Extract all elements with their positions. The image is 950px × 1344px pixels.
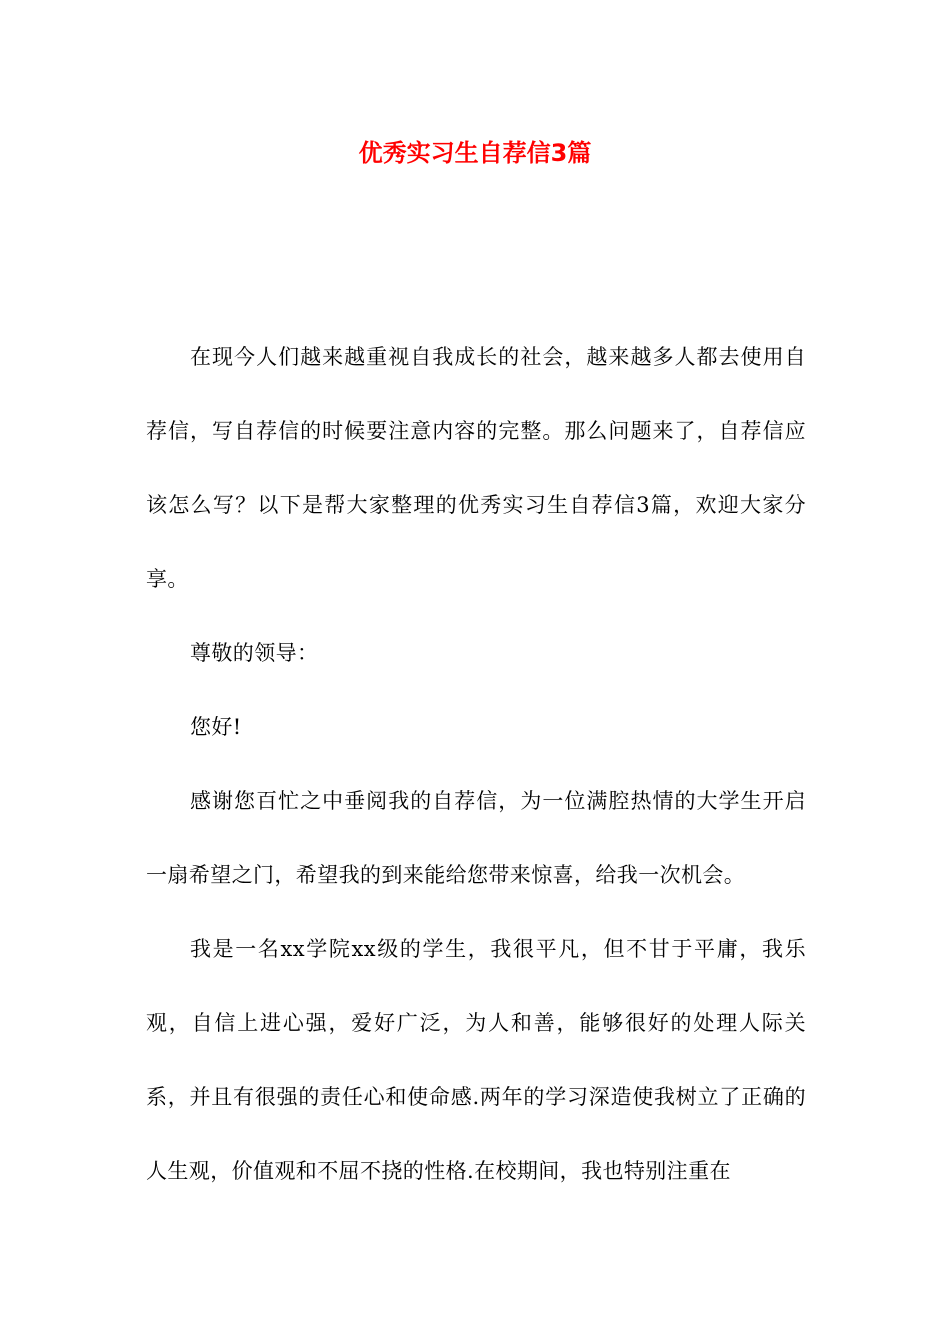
document-title: 优秀实习生自荐信3篇 xyxy=(358,139,592,167)
document-body xyxy=(146,320,806,1208)
paragraph-self-introduction: 我是一名xx学院xx级的学生，我很平凡，但不甘于平庸，我乐观，自信上进心强，爱好广泛，为人和善，能够很好的处理人际关系，并且有很强的责任心和使命感.两年的学习深造使我树立了正确的人生观，价值观和不屈不挠的性格.在校期间，我也特别注重在 xyxy=(146,937,806,1183)
paragraph-intro: 在现今人们越来越重视自我成长的社会，越来越多人都去使用自荐信，写自荐信的时候要注意内容的完整。那么问题来了，自荐信应该怎么写？以下是帮大家整理的优秀实习生自荐信3篇，欢迎大家分享。 xyxy=(146,345,806,591)
paragraph-thanks: 感谢您百忙之中垂阅我的自荐信，为一位满腔热情的大学生开启一扇希望之门，希望我的到来能给您带来惊喜，给我一次机会。 xyxy=(146,789,806,887)
paragraph-greeting: 您好! xyxy=(190,715,242,739)
paragraph-salutation: 尊敬的领导： xyxy=(190,641,319,665)
